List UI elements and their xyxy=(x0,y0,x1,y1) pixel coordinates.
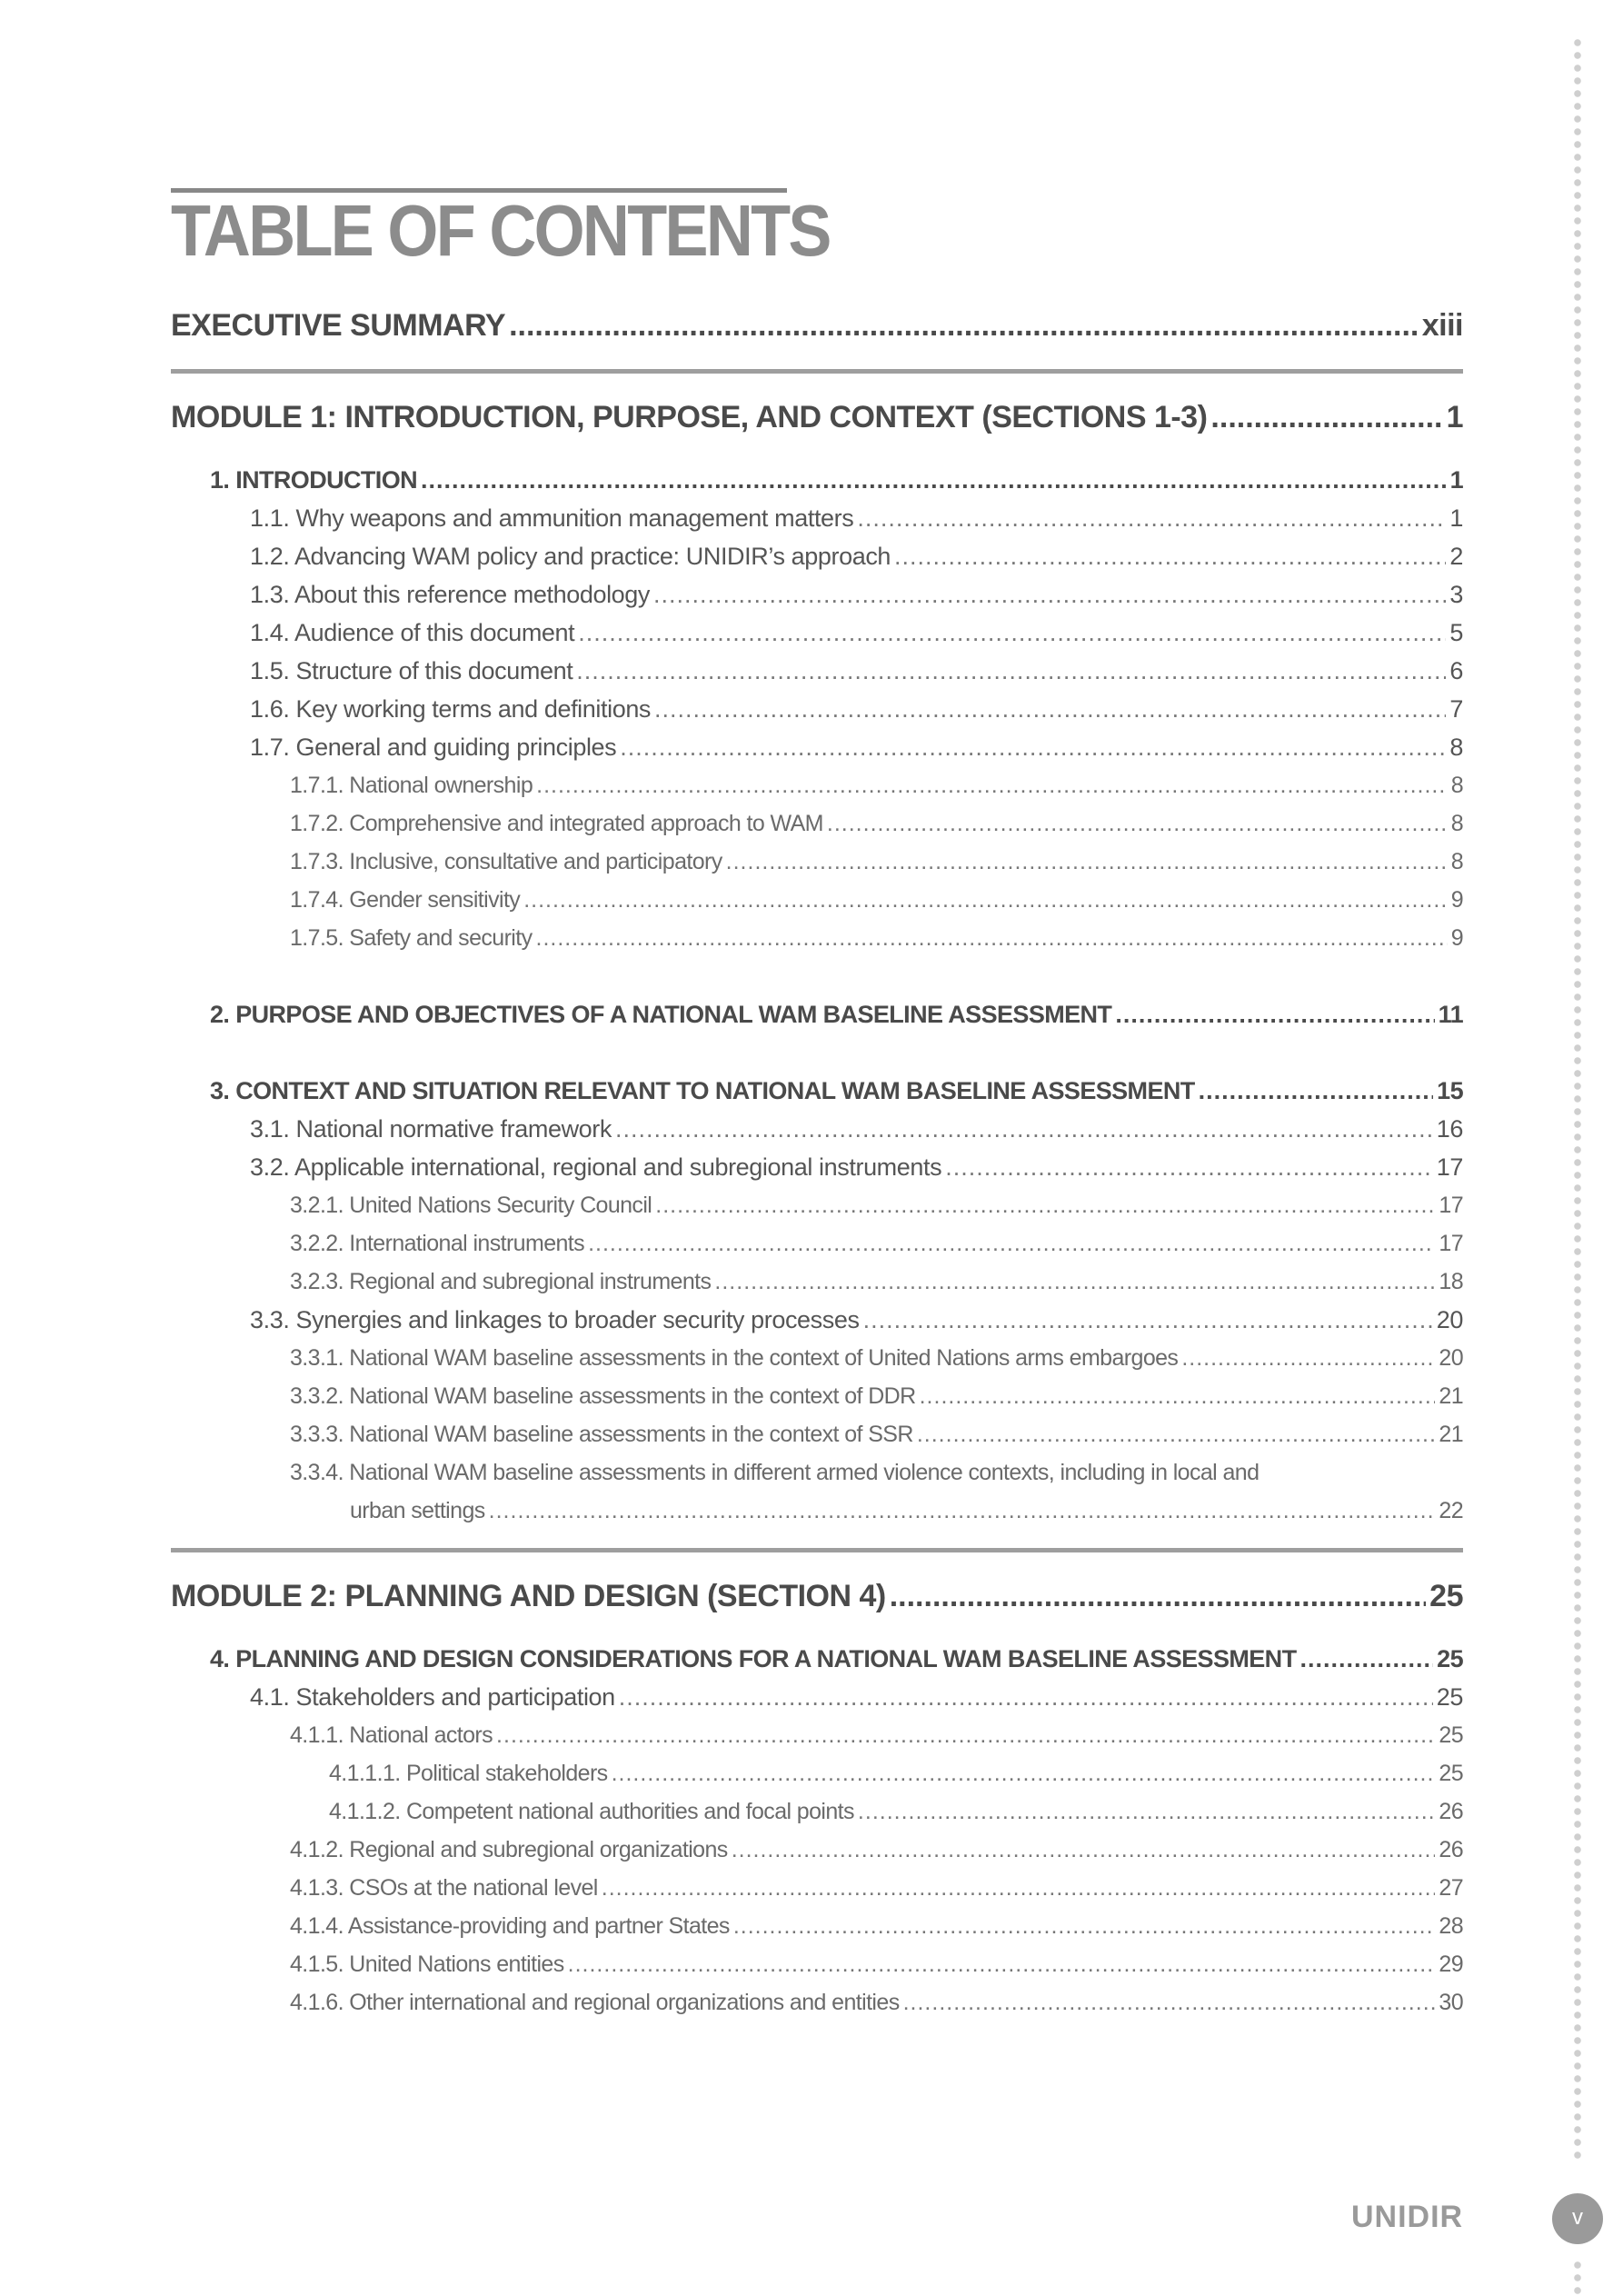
toc-entry-1-5[interactable] xyxy=(171,652,1463,690)
dot-leader xyxy=(827,804,1448,843)
toc-page-number: 8 xyxy=(1450,811,1463,836)
page-title: TABLE OF CONTENTS xyxy=(171,190,830,271)
dot-leader xyxy=(894,537,1446,575)
toc-entry-label: 4.1.4. Assistance-providing and partner States xyxy=(290,1913,730,1939)
toc-page-number: 8 xyxy=(1450,773,1463,798)
toc-entry-label: 4.1.1.1. Political stakeholders xyxy=(329,1761,608,1786)
dot-leader xyxy=(1181,1339,1435,1377)
toc-entry-4-1[interactable] xyxy=(171,1678,1463,1716)
page-number-badge: v xyxy=(1552,2193,1603,2244)
toc-entry-1-7-3[interactable] xyxy=(171,843,1463,881)
dot-leader xyxy=(620,728,1446,766)
dot-leader xyxy=(576,652,1446,690)
toc-entry-3-2-2[interactable] xyxy=(171,1224,1463,1263)
toc-entry-label: EXECUTIVE SUMMARY xyxy=(171,308,506,343)
dot-leader xyxy=(523,881,1447,919)
dot-leader xyxy=(732,1831,1436,1869)
toc-page-number: 3 xyxy=(1449,581,1463,608)
toc-page-number: 1 xyxy=(1449,466,1463,494)
toc-entry-section-4[interactable] xyxy=(171,1640,1463,1678)
dot-leader xyxy=(509,300,1419,351)
toc-entry-1-7-5[interactable] xyxy=(171,919,1463,957)
toc-entry-3-3-1[interactable] xyxy=(171,1339,1463,1377)
toc-entry-1-7[interactable] xyxy=(171,728,1463,766)
toc-page-number: 29 xyxy=(1439,1952,1463,1977)
unidir-logo: UNIDIR xyxy=(1351,2200,1464,2234)
toc-page-number: 30 xyxy=(1439,1990,1463,2015)
toc-entry-3-3[interactable] xyxy=(171,1301,1463,1339)
toc-page-number: 17 xyxy=(1436,1153,1463,1181)
dot-leader xyxy=(619,1678,1433,1716)
toc-entry-label: 1.7.3. Inclusive, consultative and participatory xyxy=(290,849,722,874)
toc-entry-label: 4.1.3. CSOs at the national level xyxy=(290,1875,598,1901)
dot-leader xyxy=(653,575,1446,614)
toc-page-number: 25 xyxy=(1439,1722,1463,1748)
toc-entry-3-2-3[interactable] xyxy=(171,1263,1463,1301)
toc-page-number: 6 xyxy=(1449,657,1463,684)
toc-page-number: 26 xyxy=(1439,1799,1463,1824)
dot-leader xyxy=(496,1716,1435,1754)
toc-entry-3-2[interactable] xyxy=(171,1148,1463,1186)
toc-entry-3-3-3[interactable] xyxy=(171,1415,1463,1453)
toc-page-number: 25 xyxy=(1439,1761,1463,1786)
toc-entry-label: 3.2.3. Regional and subregional instruments xyxy=(290,1269,712,1294)
dot-leader xyxy=(920,1377,1436,1415)
toc-entry-label: 1.4. Audience of this document xyxy=(250,619,575,646)
toc-entry-4-1-5[interactable] xyxy=(171,1945,1463,1983)
table-of-contents xyxy=(171,300,1463,2021)
toc-entry-label-continued: urban settings xyxy=(350,1498,485,1523)
toc-entry-label: 3.2. Applicable international, regional and subregional instruments xyxy=(250,1153,942,1181)
toc-page-number: 18 xyxy=(1439,1269,1463,1294)
toc-entry-1-6[interactable] xyxy=(171,690,1463,728)
toc-page-number: 25 xyxy=(1437,1645,1463,1672)
toc-entry-label: 1.5. Structure of this document xyxy=(250,657,573,684)
dot-leader xyxy=(726,843,1448,881)
decorative-dotted-border-bottom xyxy=(1573,2259,1582,2295)
dot-leader xyxy=(858,1792,1435,1831)
dot-leader xyxy=(536,766,1448,804)
dot-leader xyxy=(857,499,1446,537)
toc-entry-label: 4.1.1.2. Competent national authorities and focal points xyxy=(329,1799,854,1824)
dot-leader xyxy=(489,1492,1436,1530)
toc-page-number: 1 xyxy=(1449,504,1463,532)
toc-entry-label: 1.7.1. National ownership xyxy=(290,773,533,798)
toc-entry-4-1-3[interactable] xyxy=(171,1869,1463,1907)
toc-entry-label: 3.3.1. National WAM baseline assessments in the context of United Nations arms embargoes xyxy=(290,1345,1179,1371)
dot-leader xyxy=(1115,995,1434,1033)
toc-page-number: 8 xyxy=(1449,734,1463,761)
toc-entry-section-2[interactable] xyxy=(171,995,1463,1033)
toc-entry-3-3-4[interactable] xyxy=(171,1453,1463,1530)
toc-entry-1-4[interactable] xyxy=(171,614,1463,652)
toc-entry-module-2[interactable] xyxy=(171,1571,1463,1622)
toc-entry-executive-summary[interactable] xyxy=(171,300,1463,351)
toc-entry-4-1-1-2[interactable] xyxy=(171,1792,1463,1831)
dot-leader xyxy=(917,1415,1436,1453)
toc-page-number: 27 xyxy=(1439,1875,1463,1901)
toc-page-number: 21 xyxy=(1439,1383,1463,1409)
dot-leader xyxy=(890,1571,1426,1622)
toc-page-number: 15 xyxy=(1437,1077,1463,1104)
toc-entry-1-3[interactable] xyxy=(171,575,1463,614)
toc-page-number: 25 xyxy=(1429,1579,1463,1613)
toc-entry-4-1-1[interactable] xyxy=(171,1716,1463,1754)
dot-leader xyxy=(655,1186,1435,1224)
toc-entry-label: 4.1.5. United Nations entities xyxy=(290,1952,564,1977)
toc-entry-1-7-2[interactable] xyxy=(171,804,1463,843)
toc-page-number: 20 xyxy=(1436,1306,1463,1333)
dot-leader xyxy=(945,1148,1433,1186)
decorative-dotted-border xyxy=(1573,36,1582,2163)
toc-page-number: 2 xyxy=(1449,543,1463,570)
toc-entry-1-7-4[interactable] xyxy=(171,881,1463,919)
dot-leader xyxy=(421,461,1447,499)
toc-entry-module-1[interactable] xyxy=(171,392,1463,443)
toc-entry-4-1-6[interactable] xyxy=(171,1983,1463,2021)
toc-entry-1-1[interactable] xyxy=(171,499,1463,537)
toc-entry-label: 4.1. Stakeholders and participation xyxy=(250,1683,615,1711)
toc-page-number: 11 xyxy=(1438,1001,1463,1028)
toc-page-number: xiii xyxy=(1421,308,1463,343)
toc-entry-label: MODULE 2: PLANNING AND DESIGN (SECTION 4) xyxy=(171,1579,886,1613)
dot-leader xyxy=(714,1263,1435,1301)
toc-entry-label: 3.3.3. National WAM baseline assessments in the context of SSR xyxy=(290,1422,913,1447)
toc-page-number: 28 xyxy=(1439,1913,1463,1939)
dot-leader xyxy=(903,1983,1436,2021)
toc-entry-label: 1.7.2. Comprehensive and integrated approach to WAM xyxy=(290,811,823,836)
toc-entry-label: 2. PURPOSE AND OBJECTIVES OF A NATIONAL WAM BASELINE ASSESSMENT xyxy=(210,1001,1112,1028)
toc-page-number: 16 xyxy=(1436,1115,1463,1143)
toc-page-number: 9 xyxy=(1450,887,1463,913)
toc-entry-label: 1.7.5. Safety and security xyxy=(290,925,533,951)
toc-entry-3-3-2[interactable] xyxy=(171,1377,1463,1415)
toc-entry-label: 3. CONTEXT AND SITUATION RELEVANT TO NATIONAL WAM BASELINE ASSESSMENT xyxy=(210,1077,1195,1104)
toc-entry-label: 1.7.4. Gender sensitivity xyxy=(290,887,521,913)
toc-entry-label: 3.2.2. International instruments xyxy=(290,1231,585,1256)
toc-entry-4-1-2[interactable] xyxy=(171,1831,1463,1869)
toc-entry-label: 3.1. National normative framework xyxy=(250,1115,612,1143)
dot-leader xyxy=(1299,1640,1433,1678)
toc-entry-label: 4.1.2. Regional and subregional organizations xyxy=(290,1837,728,1862)
toc-entry-4-1-4[interactable] xyxy=(171,1907,1463,1945)
dot-leader xyxy=(733,1907,1436,1945)
toc-entry-1-2[interactable] xyxy=(171,537,1463,575)
toc-page-number: 21 xyxy=(1439,1422,1463,1447)
toc-entry-label: 4.1.6. Other international and regional organizations and entities xyxy=(290,1990,900,2015)
toc-page-number: 20 xyxy=(1439,1345,1463,1371)
toc-entry-label: 3.3.2. National WAM baseline assessments in the context of DDR xyxy=(290,1383,916,1409)
dot-leader xyxy=(568,1945,1436,1983)
toc-page-number: 22 xyxy=(1439,1498,1463,1523)
dot-leader xyxy=(588,1224,1435,1263)
dot-leader xyxy=(1199,1072,1434,1110)
toc-page-number: 7 xyxy=(1449,695,1463,723)
toc-entry-label: 1.3. About this reference methodology xyxy=(250,581,650,608)
toc-entry-label: MODULE 1: INTRODUCTION, PURPOSE, AND CONTEXT (SECTIONS 1-3) xyxy=(171,400,1208,434)
toc-entry-label: 4. PLANNING AND DESIGN CONSIDERATIONS FOR A NATIONAL WAM BASELINE ASSESSMENT xyxy=(210,1645,1297,1672)
toc-page-number: 25 xyxy=(1436,1683,1463,1711)
dot-leader xyxy=(536,919,1448,957)
toc-page-number: 8 xyxy=(1450,849,1463,874)
dot-leader xyxy=(602,1869,1436,1907)
toc-entry-label: 3.3. Synergies and linkages to broader security processes xyxy=(250,1306,860,1333)
toc-entry-label: 3.2.1. United Nations Security Council xyxy=(290,1193,652,1218)
toc-page-number: 5 xyxy=(1449,619,1463,646)
dot-leader xyxy=(612,1754,1436,1792)
dot-leader xyxy=(615,1110,1433,1148)
toc-entry-section-1[interactable] xyxy=(171,461,1463,499)
toc-entry-section-3[interactable] xyxy=(171,1072,1463,1110)
toc-entry-label: 1. INTRODUCTION xyxy=(210,466,418,494)
toc-entry-label: 1.7. General and guiding principles xyxy=(250,734,617,761)
toc-page-number: 26 xyxy=(1439,1837,1463,1862)
toc-page-number: 17 xyxy=(1439,1231,1463,1256)
toc-entry-label: 1.2. Advancing WAM policy and practice: UNIDIR’s approach xyxy=(250,543,891,570)
toc-entry-label: 4.1.1. National actors xyxy=(290,1722,493,1748)
toc-entry-1-7-1[interactable] xyxy=(171,766,1463,804)
dot-leader xyxy=(578,614,1446,652)
dot-leader xyxy=(654,690,1446,728)
dot-leader xyxy=(863,1301,1433,1339)
toc-page-number: 9 xyxy=(1450,925,1463,951)
toc-page-number: 17 xyxy=(1439,1193,1463,1218)
toc-entry-label: 1.1. Why weapons and ammunition management matters xyxy=(250,504,854,532)
dot-leader xyxy=(1210,392,1442,443)
toc-page-number: 1 xyxy=(1446,400,1463,434)
toc-entry-label: 1.6. Key working terms and definitions xyxy=(250,695,652,723)
toc-entry-label: 3.3.4. National WAM baseline assessments in different armed violence contexts, including in local and xyxy=(290,1460,1260,1485)
toc-entry-3-1[interactable] xyxy=(171,1110,1463,1148)
toc-entry-3-2-1[interactable] xyxy=(171,1186,1463,1224)
toc-entry-4-1-1-1[interactable] xyxy=(171,1754,1463,1792)
